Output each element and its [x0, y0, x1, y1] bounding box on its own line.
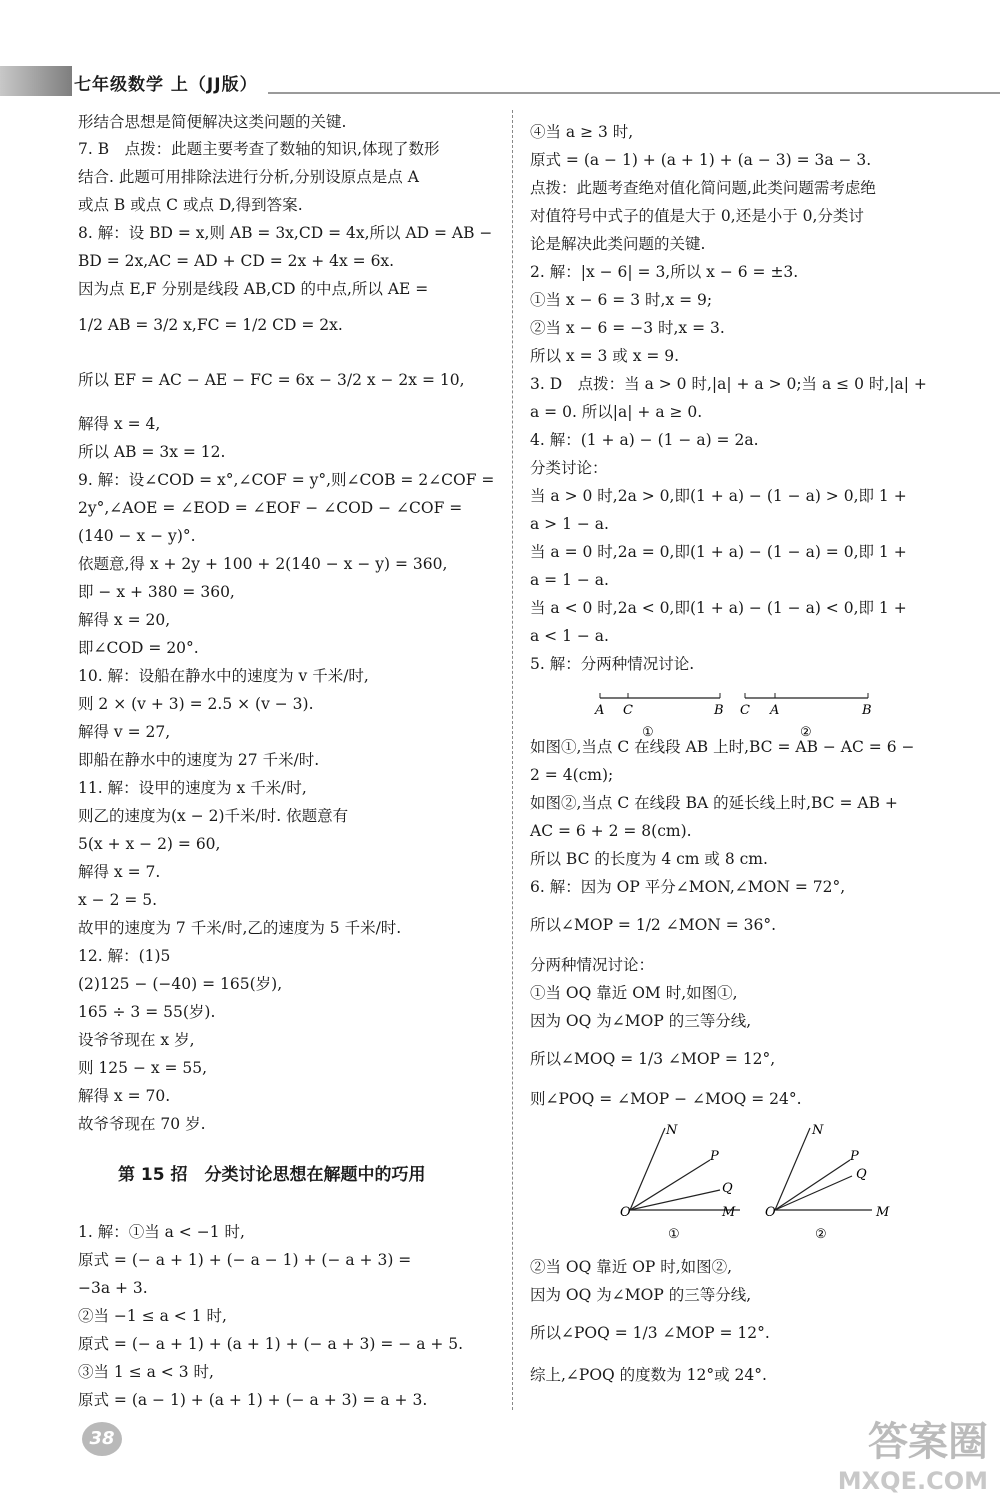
label-n-2: N [812, 1123, 824, 1138]
label-p-2: P [850, 1149, 859, 1164]
answer-8: 8. 解：设 BD = x,则 AB = 3x,CD = 4x,所以 AD = AB − [78, 224, 493, 242]
watermark-url: MXQE.COM [837, 1467, 988, 1495]
label-m-2: M [876, 1205, 890, 1220]
text-line: 所以 BC 的长度为 4 cm 或 8 cm. [530, 850, 768, 868]
text-line: 2y°,∠AOE = ∠EOD = ∠EOF − ∠COD − ∠COF = [78, 499, 463, 517]
text-line: ②当 OQ 靠近 OP 时,如图②, [530, 1258, 733, 1276]
text-line: 当 a < 0 时,2a < 0,即(1 + a) − (1 − a) < 0,即 1 + [530, 599, 907, 617]
ray-on-1 [630, 1128, 665, 1210]
label-m-1: M [722, 1205, 736, 1220]
text-line: 所以∠POQ = 1/3 ∠MOP = 12°. [530, 1324, 770, 1342]
text-line: 解得 v = 27, [78, 723, 171, 741]
text-line: 所以 x = 3 或 x = 9. [530, 347, 680, 365]
label-a-1: A [595, 703, 605, 718]
text-line: 所以 EF = AC − AE − FC = 6x − 3/2 x − 2x = 10, [78, 371, 465, 389]
text-line: 分两种情况讨论： [530, 956, 655, 974]
text-line: 故爷爷现在 70 岁. [78, 1115, 206, 1133]
text-line: 原式 = (a − 1) + (a + 1) + (a − 3) = 3a − 3. [530, 151, 872, 169]
text-line: ②当 −1 ≤ a < 1 时, [78, 1307, 227, 1325]
text-line: 165 ÷ 3 = 55(岁). [78, 1003, 216, 1021]
label-a-2: A [770, 703, 780, 718]
text-line: 所以 AB = 3x = 12. [78, 443, 226, 461]
text-line: 解得 x = 20, [78, 611, 171, 629]
text-line: (140 − x − y)°. [78, 527, 196, 545]
text-line: ④当 a ≥ 3 时, [530, 123, 634, 141]
answer-2: 2. 解：|x − 6| = 3,所以 x − 6 = ±3. [530, 263, 799, 281]
text-line: 依题意,得 x + 2y + 100 + 2(140 − x − y) = 360, [78, 555, 448, 573]
text-line: 所以∠MOQ = 1/3 ∠MOP = 12°, [530, 1050, 776, 1068]
text-line: a = 1 − a. [530, 571, 609, 589]
watermark-text: 答案圈 [868, 1419, 988, 1465]
text-line: 5(x + x − 2) = 60, [78, 835, 221, 853]
caption-2: ② [800, 725, 812, 740]
label-q-2: Q [856, 1167, 867, 1182]
text-line: 原式 = (− a + 1) + (− a − 1) + (− a + 3) = [78, 1251, 412, 1269]
text-line: 结合. 此题可用排除法进行分析,分别设原点是点 A [78, 168, 419, 186]
text-line: 即∠COD = 20°. [78, 639, 199, 657]
answer-6: 6. 解：因为 OP 平分∠MON,∠MON = 72°, [530, 878, 846, 896]
text-line: 即 − x + 380 = 360, [78, 583, 235, 601]
text-line: 如图①,当点 C 在线段 AB 上时,BC = AB − AC = 6 − [530, 738, 915, 756]
text-line: 解得 x = 4, [78, 415, 161, 433]
text-line: 点拨：此题考查绝对值化简问题,此类问题需考虑绝 [530, 179, 876, 197]
text-line: a = 0. 所以|a| + a ≥ 0. [530, 403, 703, 421]
text-line: (2)125 − (−40) = 165(岁), [78, 975, 283, 993]
label-c-2: C [740, 703, 750, 718]
label-o-1: O [620, 1205, 631, 1220]
answer-5: 5. 解：分两种情况讨论. [530, 655, 695, 673]
text-line: a < 1 − a. [530, 627, 609, 645]
text-line: ②当 x − 6 = −3 时,x = 3. [530, 319, 725, 337]
text-line: 则 2 × (v + 3) = 2.5 × (v − 3). [78, 695, 314, 713]
page-number: 38 [82, 1422, 122, 1456]
text-line: 分类讨论： [530, 459, 608, 477]
text-line: AC = 6 + 2 = 8(cm). [530, 822, 692, 840]
label-b-1: B [714, 703, 724, 718]
text-line: ①当 x − 6 = 3 时,x = 9; [530, 291, 713, 309]
text-line: 设爷爷现在 x 岁, [78, 1031, 195, 1049]
text-line: 解得 x = 70. [78, 1087, 171, 1105]
text-line: 所以∠MOP = 1/2 ∠MON = 36°. [530, 916, 777, 934]
text-line: 形结合思想是简便解决这类问题的关键. [78, 113, 347, 131]
text-line: ①当 OQ 靠近 OM 时,如图①, [530, 984, 738, 1002]
label-n-1: N [666, 1123, 678, 1138]
text-line: 综上,∠POQ 的度数为 12°或 24°. [530, 1366, 767, 1384]
answer-7: 7. B 点拨：此题主要考查了数轴的知识,体现了数形 [78, 140, 440, 158]
text-line: 故甲的速度为 7 千米/时,乙的速度为 5 千米/时. [78, 919, 402, 937]
text-line: 如图②,当点 C 在线段 BA 的延长线上时,BC = AB + [530, 794, 898, 812]
answer-11: 11. 解：设甲的速度为 x 千米/时, [78, 779, 307, 797]
text-line: 或点 B 或点 C 或点 D,得到答案. [78, 196, 303, 214]
angle-figure [610, 1120, 930, 1250]
text-line: 因为 OQ 为∠MOP 的三等分线, [530, 1012, 752, 1030]
watermark-logo [838, 1410, 988, 1495]
text-line: 对值符号中式子的值是大于 0,还是小于 0,分类讨 [530, 207, 864, 225]
caption-2: ② [815, 1227, 827, 1242]
ray-oq-1 [630, 1190, 720, 1210]
page-header-title: 七年级数学 上（JJ版） [74, 75, 258, 95]
answer-10: 10. 解：设船在静水中的速度为 v 千米/时, [78, 667, 369, 685]
caption-1: ① [642, 725, 654, 740]
section-title: 第 15 招 分类讨论思想在解题中的巧用 [118, 1165, 426, 1185]
text-line: 则 125 − x = 55, [78, 1059, 208, 1077]
text-line: 当 a > 0 时,2a > 0,即(1 + a) − (1 − a) > 0,即 1 + [530, 487, 907, 505]
label-o-2: O [765, 1205, 776, 1220]
text-line: 则∠POQ = ∠MOP − ∠MOQ = 24°. [530, 1090, 802, 1108]
label-b-2: B [862, 703, 872, 718]
text-line: 原式 = (a − 1) + (a + 1) + (− a + 3) = a + 3. [78, 1391, 428, 1409]
text-line: BD = 2x,AC = AD + CD = 2x + 4x = 6x. [78, 252, 395, 270]
text-line: a > 1 − a. [530, 515, 609, 533]
text-line: 即船在静水中的速度为 27 千米/时. [78, 751, 320, 769]
column-divider [512, 110, 513, 1410]
text-line: 解得 x = 7. [78, 863, 161, 881]
text-line: 2 = 4(cm); [530, 766, 614, 784]
text-line: −3a + 3. [78, 1279, 148, 1297]
text-line: 当 a = 0 时,2a = 0,即(1 + a) − (1 − a) = 0,即 1 + [530, 543, 907, 561]
text-line: 因为 OQ 为∠MOP 的三等分线, [530, 1286, 752, 1304]
answer-4: 4. 解：(1 + a) − (1 − a) = 2a. [530, 431, 759, 449]
text-line: 论是解决此类问题的关键. [530, 235, 706, 253]
answer-3: 3. D 点拨：当 a > 0 时,|a| + a > 0;当 a ≤ 0 时,|a| + [530, 375, 927, 393]
text-line: 1/2 AB = 3/2 x,FC = 1/2 CD = 2x. [78, 316, 343, 334]
ray-op-1 [630, 1160, 710, 1210]
answer-12: 12. 解：(1)5 [78, 947, 171, 965]
label-p-1: P [710, 1149, 719, 1164]
label-c-1: C [623, 703, 633, 718]
text-line: 原式 = (− a + 1) + (a + 1) + (− a + 3) = − a + 5. [78, 1335, 464, 1353]
text-line: 因为点 E,F 分别是线段 AB,CD 的中点,所以 AE = [78, 280, 429, 298]
answer-s15-1: 1. 解：①当 a < −1 时, [78, 1223, 245, 1241]
label-q-1: Q [722, 1181, 733, 1196]
answer-9: 9. 解：设∠COD = x°,∠COF = y°,则∠COB = 2∠COF = [78, 471, 495, 489]
text-line: x − 2 = 5. [78, 891, 158, 909]
header-bar [0, 66, 72, 96]
header-rule [268, 92, 1000, 94]
text-line: 则乙的速度为(x − 2)千米/时. 依题意有 [78, 807, 349, 825]
text-line: ③当 1 ≤ a < 3 时, [78, 1363, 214, 1381]
caption-1: ① [668, 1227, 680, 1242]
ray-oq-2 [775, 1176, 852, 1210]
